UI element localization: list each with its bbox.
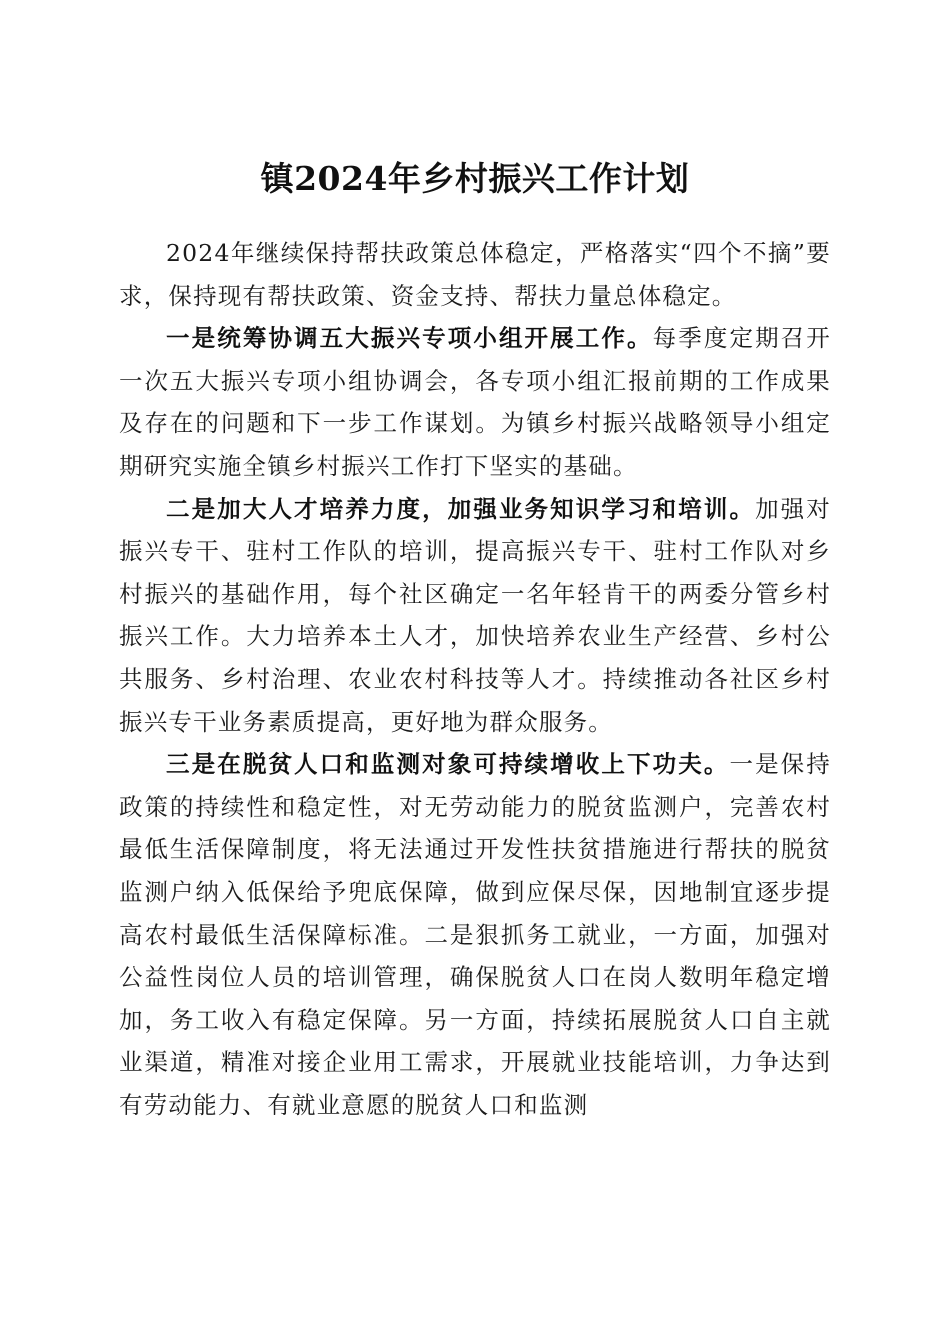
paragraph-item-2 xyxy=(119,488,831,744)
paragraph-item-1 xyxy=(119,317,831,487)
document-body xyxy=(119,232,831,1126)
paragraph-intro xyxy=(119,232,831,317)
paragraph-lead: 一是统筹协调五大振兴专项小组开展工作。 xyxy=(166,324,653,353)
paragraph-text: 2024年继续保持帮扶政策总体稳定，严格落实“四个不摘”要求，保持现有帮扶政策、资金支持、帮扶力量总体稳定。 xyxy=(119,239,831,310)
paragraph-text: 一是保持政策的持续性和稳定性，对无劳动能力的脱贫监测户，完善农村最低生活保障制度，将无法通过开发性扶贫措施进行帮扶的脱贫监测户纳入低保给予兜底保障，做到应保尽保，因地制宜逐步提高农村最低生活保障标准。二是狠抓务工就业，一方面，加强对公益性岗位人员的培训管理，确保脱贫人口在岗人数明年稳定增加，务工收入有稳定保障。另一方面，持续拓展脱贫人口自主就业渠道，精准对接企业用工需求，开展就业技能培训，力争达到有劳动能力、有就业意愿的脱贫人口和监测 xyxy=(119,750,831,1119)
paragraph-text: 加强对振兴专干、驻村工作队的培训，提高振兴专干、驻村工作队对乡村振兴的基础作用，每个社区确定一名年轻肯干的两委分管乡村振兴工作。大力培养本土人才，加快培养农业生产经营、乡村公共服务、乡村治理、农业农村科技等人才。持续推动各社区乡村振兴专干业务素质提高，更好地为群众服务。 xyxy=(119,494,831,736)
paragraph-text: 每季度定期召开一次五大振兴专项小组协调会，各专项小组汇报前期的工作成果及存在的问题和下一步工作谋划。为镇乡村振兴战略领导小组定期研究实施全镇乡村振兴工作打下坚实的基础。 xyxy=(119,324,831,480)
paragraph-lead: 二是加大人才培养力度，加强业务知识学习和培训。 xyxy=(166,494,756,523)
paragraph-item-3 xyxy=(119,743,831,1126)
paragraph-lead: 三是在脱贫人口和监测对象可持续增收上下功夫。 xyxy=(166,750,730,779)
document-title: 镇2024年乡村振兴工作计划 xyxy=(260,159,690,199)
